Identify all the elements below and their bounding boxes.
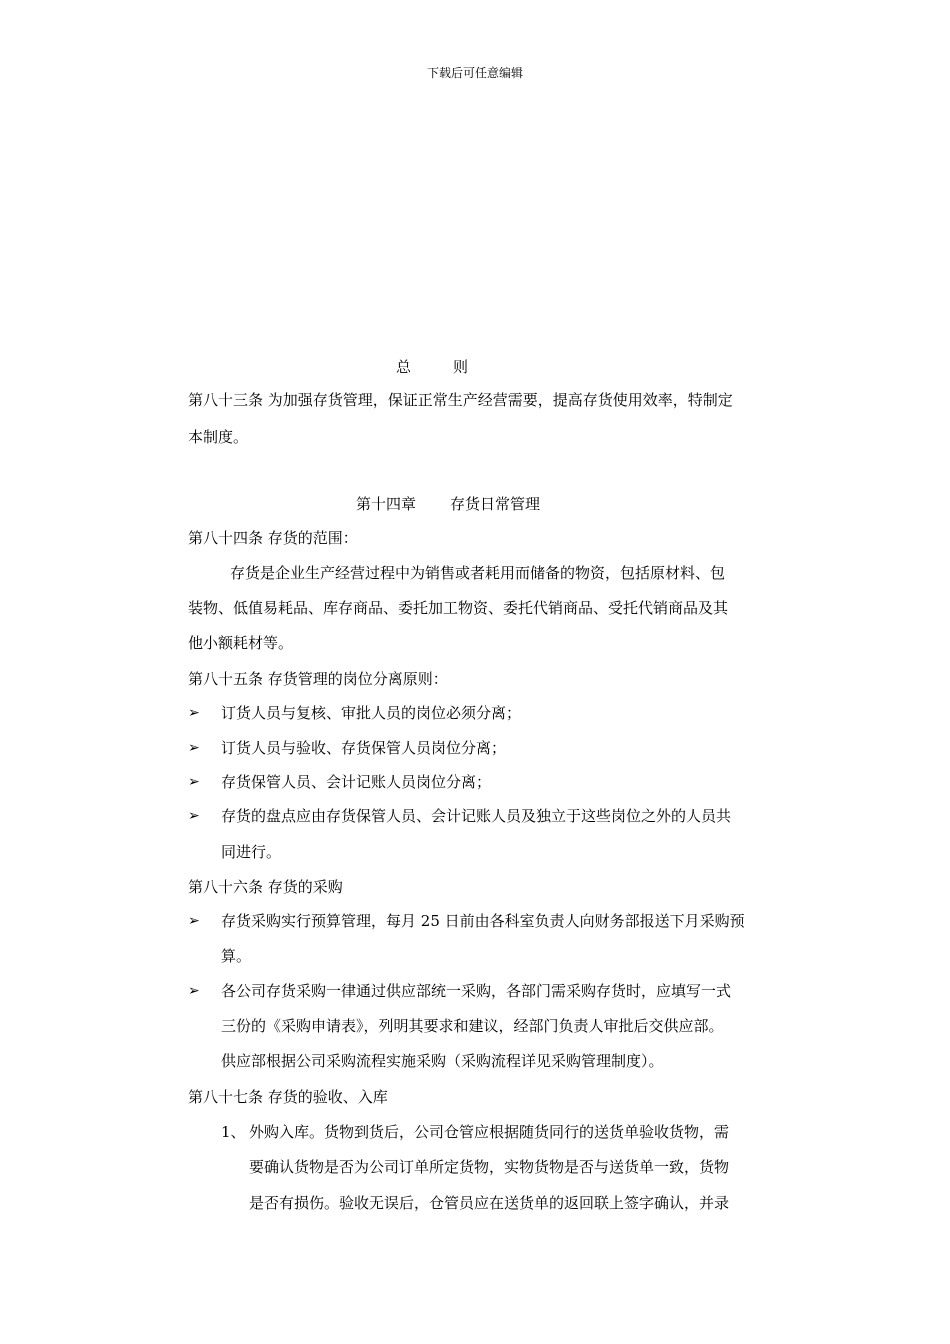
article-86-bullet: 各公司存货采购一律通过供应部统一采购，各部门需采购存货时，应填写一式	[221, 982, 732, 1000]
article-86-bullet-continuation: 三份的《采购申请表》，列明其要求和建议，经部门负责人审批后交供应部。	[221, 1017, 724, 1035]
section-title-part1: 总	[396, 358, 412, 376]
article-85-bullet: 存货的盘点应由存货保管人员、会计记账人员及独立于这些岗位之外的人员共	[221, 807, 732, 825]
page-header: 下载后可任意编辑	[426, 66, 523, 80]
bullet-arrow-icon: ➢	[188, 774, 200, 790]
article-85-heading: 第八十五条 存货管理的岗位分离原则：	[188, 670, 448, 688]
article-84-heading: 第八十四条 存货的范围：	[188, 529, 358, 547]
article-87-item-text: 是否有损伤。验收无误后，仓管员应在送货单的返回联上签字确认，并录	[249, 1194, 730, 1212]
chapter-14-title	[356, 494, 540, 514]
bullet-arrow-icon: ➢	[188, 808, 200, 824]
article-86-bullet: 存货采购实行预算管理，每月 25 日前由各科室负责人向财务部报送下月采购预	[221, 912, 745, 930]
article-87-item-text: 外购入库。货物到货后，公司仓管应根据随货同行的送货单验收货物，需	[249, 1123, 730, 1141]
article-86-bullet-continuation: 供应部根据公司采购流程实施采购（采购流程详见采购管理制度）。	[221, 1052, 664, 1070]
article-83-line2: 本制度。	[188, 428, 249, 446]
article-85-bullet: 订货人员与复核、审批人员的岗位必须分离；	[221, 704, 522, 722]
article-85-bullet: 订货人员与验收、存货保管人员岗位分离；	[221, 739, 507, 757]
article-87-item-text: 要确认货物是否为公司订单所定货物，实物货物是否与送货单一致，货物	[249, 1158, 730, 1176]
article-87-heading: 第八十七条 存货的验收、入库	[188, 1088, 388, 1106]
article-87-item-number: 1、	[221, 1123, 246, 1141]
section-title-part2: 则	[453, 358, 469, 376]
bullet-arrow-icon: ➢	[188, 705, 200, 721]
bullet-arrow-icon: ➢	[188, 983, 200, 999]
section-title-general	[396, 357, 468, 377]
article-84-text-line: 装物、低值易耗品、库存商品、委托加工物资、委托代销商品、受托代销商品及其	[188, 599, 729, 617]
article-85-bullet: 存货保管人员、会计记账人员岗位分离；	[221, 773, 492, 791]
chapter-14-number: 第十四章	[356, 495, 417, 513]
bullet-arrow-icon: ➢	[188, 913, 200, 929]
article-85-bullet-continuation: 同进行。	[221, 843, 282, 861]
article-86-bullet-continuation: 算。	[221, 947, 252, 965]
chapter-14-name: 存货日常管理	[450, 495, 541, 513]
bullet-arrow-icon: ➢	[188, 740, 200, 756]
article-86-heading: 第八十六条 存货的采购	[188, 878, 343, 896]
article-84-text-line: 他小额耗材等。	[188, 634, 294, 652]
article-84-text-line: 存货是企业生产经营过程中为销售或者耗用而储备的物资，包括原材料、包	[230, 564, 726, 582]
article-83-line1: 第八十三条 为加强存货管理，保证正常生产经营需要，提高存货使用效率，特制定	[188, 391, 733, 409]
